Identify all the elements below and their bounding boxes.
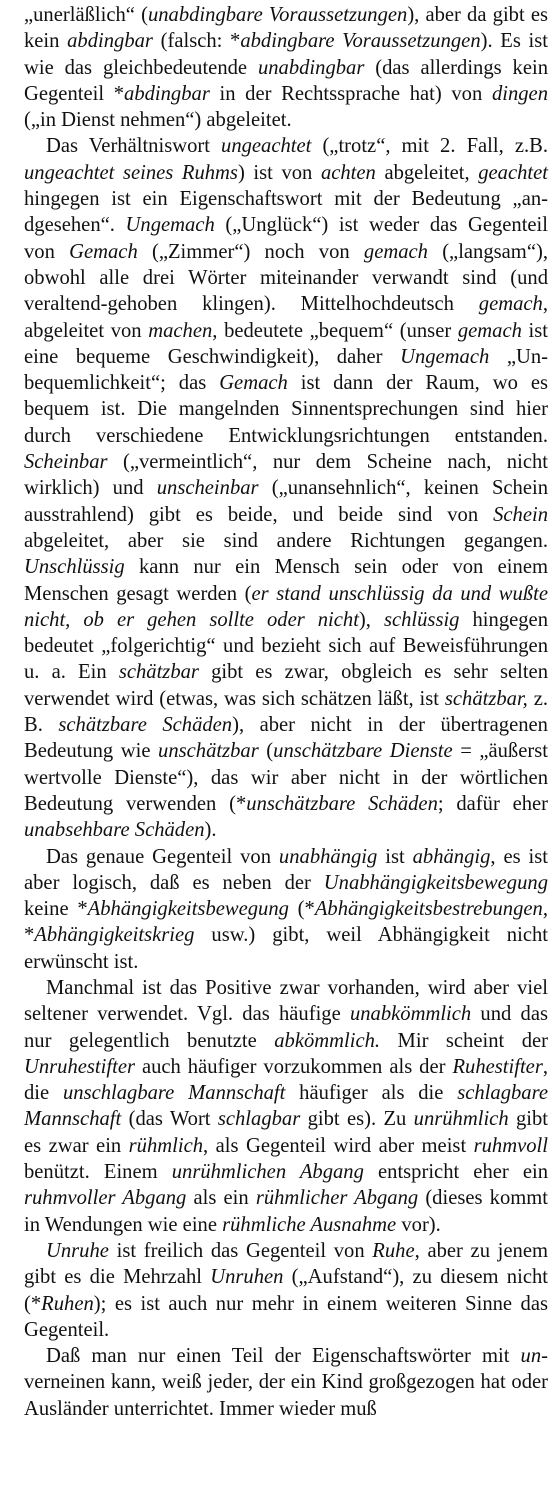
italic-text: Ruhe [372,1239,415,1262]
italic-text: unscheinbar [156,477,259,500]
italic-text: unschätzbar [158,740,259,763]
body-text: , die [24,1055,548,1105]
body-text: ist eine bequeme Geschwindigkeit), daher [24,319,549,368]
body-text: (falsch: * [152,30,241,53]
italic-text: unabsehbare Schäden [24,819,205,842]
italic-text: Gemach [69,240,138,263]
body-text: („trotz“, mit 2. Fall, z.B. [311,135,548,158]
italic-text: abdingbare Voraussetzungen [240,30,481,53]
body-text: und das nur gelegentlich benutzte [24,1003,548,1052]
italic-text: un- [520,1345,548,1368]
body-text: ) ist von [237,161,321,184]
body-text: entspricht eher ein [363,1161,548,1184]
italic-text: Abhängigkeitsbewegung [87,898,289,921]
body-text: ). Es ist wie das gleichbedeutende [24,30,549,79]
italic-text: Unruhe [46,1239,109,1262]
body-text: hingegen bedeutet „folgerichtig“ und bezieht sich auf Beweisführungen u. a. Ein [24,608,548,684]
italic-text: Unschlüssig [24,556,125,579]
body-text: „Unbequemlichkeit“; das [24,345,549,395]
italic-text: schätzbare Schäden [58,714,233,737]
body-text: = „äußerst wertvolle Dienste“), das wir aber nicht in der wörtlichen Bedeutung verwenden (* [24,740,548,815]
italic-text: schlagbar [217,1108,301,1131]
body-text: Das Verhältniswort [46,135,222,158]
italic-text: dingen [491,82,548,105]
body-text: ); es ist auch nur mehr in einem weiteren Sinne das Gegenteil. [24,1292,548,1341]
body-text: („langsam“), obwohl alle drei Wörter miteinander verwandt sind (und veraltend-gehoben klingen). Mittelhochdeutsch [24,240,548,316]
italic-text: rühmliche Ausnahme [222,1213,397,1236]
body-text: („Zimmer“) noch von [137,240,364,263]
italic-text: Ruhestifter [452,1055,543,1078]
body-text: (* [288,898,315,921]
body-text: (das Wort [121,1108,218,1131]
italic-text: Abhängigkeitsbestrebungen [314,898,543,921]
body-text: gibt es). Zu [300,1108,414,1131]
italic-text: ruhmvoller Abgang [24,1187,187,1210]
body-text: (das allerdings kein Gegenteil * [24,56,548,105]
italic-text: schätzbar, [444,687,528,710]
body-text: , bedeutete „bequem“ (unser [212,319,458,342]
body-text: benützt. Einem [24,1161,172,1184]
body-text: („in Dienst nehmen“) abgeleitet. [24,109,292,132]
italic-text: unabkömmlich [349,1003,472,1026]
italic-text: unschätzbare Schäden [246,792,438,815]
body-text: keine * [24,898,88,921]
body-text: abgeleitet, aber sie sind andere Richtungen gegangen. [24,529,548,552]
body-text: („unansehnlich“, keinen Schein ausstrahlend) gibt es beide, und beide sind von [24,477,548,526]
body-text: in der Rechtssprache hat) von [209,82,492,105]
italic-text: unrühmlichen Abgang [171,1161,364,1184]
italic-text: unschätzbare Dienste [273,740,453,763]
body-text: abgeleitet, [375,161,479,184]
italic-text: unabdingbar [257,56,365,79]
italic-text: rühmlicher Abgang [255,1187,419,1210]
italic-text: abkömmlich. [274,1029,381,1052]
italic-text: schlüssig [383,608,460,631]
body-text: Mir scheint der [380,1029,548,1052]
body-text: „unerläßlich“ ( [24,4,148,26]
body-text: („vermeintlich“, nur dem Scheine nach, nicht wirklich) und [24,451,548,500]
italic-text: unabdingbare Voraussetzungen [147,4,408,26]
body-text: z. B. [24,687,548,737]
italic-text: Gemach [219,372,288,395]
italic-text: gemach [478,293,543,316]
paragraph [24,2,548,133]
italic-text: abhängig [412,845,491,868]
italic-text: Ungemach [400,345,490,368]
body-text: Daß man nur einen Teil der Eigenschaftswörter mit [46,1345,521,1368]
italic-text: geachtet [478,161,548,184]
body-text: ), [358,608,384,631]
italic-text: Ruhen [41,1292,94,1315]
italic-text: achten [320,161,376,184]
body-text: , als Gegenteil wird aber meist [203,1134,474,1157]
italic-text: ungeachtet seines Ruhms [24,161,238,184]
italic-text: abdingbar [67,30,153,53]
body-text: ist [377,845,413,868]
body-text: Das genaue Gegenteil von [46,845,279,868]
body-text: ist dann der Raum, wo es bequem ist. Die mangelnden Sinnentsprechungen sind hier durch verschiedene Entwicklungsrichtungen entstanden. [24,372,549,447]
italic-text: unschlagbare Mannschaft [62,1082,286,1105]
body-text: gibt es zwar ein [24,1108,548,1157]
body-text: ), aber da gibt es kein [24,4,548,53]
body-text: gibt es zwar, obgleich es sehr selten verwendet wird (etwas, was sich schätzen läßt, ist [24,661,548,710]
body-text: , * [24,898,548,947]
italic-text: unrühmlich [413,1108,509,1131]
body-text: ( [258,740,274,763]
italic-text: Unruhestifter [24,1055,135,1078]
paragraph [24,975,548,1238]
italic-text: rühmlich [128,1134,204,1157]
body-text: ; dafür eher [437,792,549,815]
italic-text: er stand unschlüssig da und wußte nicht, ob er gehen sollte oder nicht [24,582,549,631]
italic-text: schätzbar [118,661,199,684]
body-text: (dieses kommt in Wendungen wie eine [24,1187,549,1236]
paragraph [24,1238,548,1343]
body-text: auch häufiger vorzukommen als der [134,1055,453,1078]
body-text: als ein [186,1187,256,1210]
body-text: („Unglück“) ist weder das Gegenteil von [24,214,548,263]
italic-text: gemach [363,240,428,263]
italic-text: Unabhängigkeitsbewegung [323,871,548,894]
body-text: , aber zu jenem gibt es die Mehrzahl [24,1239,548,1289]
paragraph [24,133,548,843]
body-text: , abgeleitet von [24,293,548,342]
italic-text: abdingbar [124,82,210,105]
body-text: vor). [396,1213,441,1236]
body-text: , es ist aber logisch, daß es neben der [24,845,548,894]
italic-text: schlagbare Mannschaft [24,1082,548,1131]
body-text: kann nur ein Mensch sein oder von einem Menschen gesagt werden ( [24,556,548,605]
body-text: ), aber nicht in der übertragenen Bedeutung wie [24,714,548,763]
italic-text: Unruhen [210,1266,284,1289]
italic-text: Abhängigkeitskrieg [34,924,195,947]
body-text: ). [204,819,217,842]
body-text: usw.) gibt, weil Abhängigkeit nicht erwünscht ist. [24,924,548,973]
italic-text: ruhmvoll [473,1134,548,1157]
body-text: („Aufstand“), zu diesem nicht (* [24,1266,548,1315]
paragraph [24,1343,548,1422]
body-text: hingegen ist ein Eigenschaftswort mit der Bedeutung „andgesehen“. [24,188,548,237]
body-text: häufiger als die [285,1082,458,1105]
italic-text: ungeachtet [221,135,312,158]
italic-text: unabhängig [278,845,378,868]
body-text: Manchmal ist das Positive zwar vorhanden, wird aber viel seltener verwendet. Vgl. das häufige [24,976,548,1026]
italic-text: gemach [457,319,522,342]
italic-text: Ungemach [125,214,215,237]
italic-text: Scheinbar [24,451,108,474]
body-text: verneinen kann, weiß jeder, der ein Kind großgezogen hat oder Ausländer unterrichtet. Immer wieder muß [24,1371,548,1420]
italic-text: Schein [493,503,548,526]
italic-text: machen [148,319,213,342]
body-text: ist freilich das Gegenteil von [108,1239,373,1262]
paragraph [24,844,548,975]
